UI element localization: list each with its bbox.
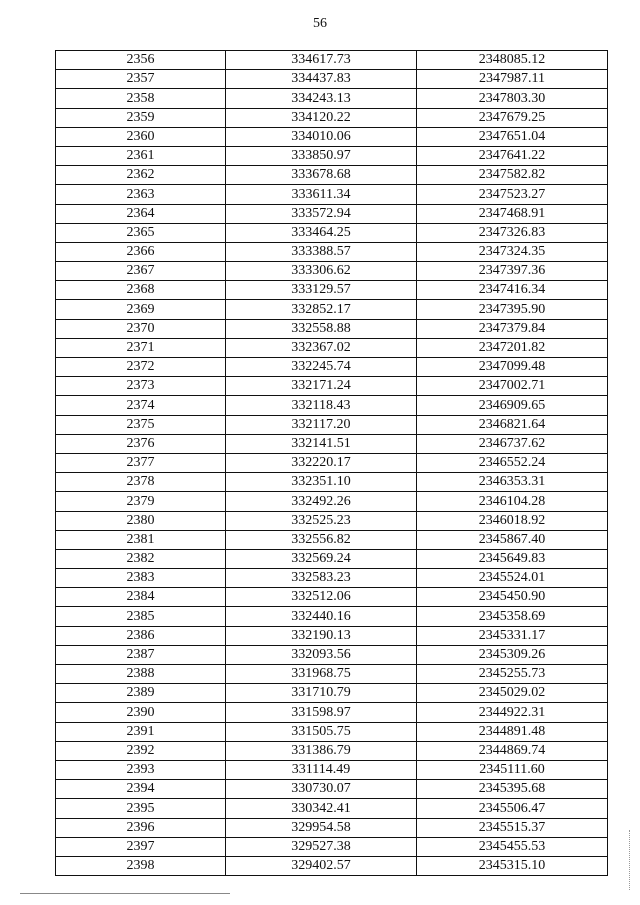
x-coordinate-cell: 334243.13 <box>226 89 417 108</box>
y-coordinate-cell: 2347651.04 <box>417 127 608 146</box>
point-number-cell: 2391 <box>56 722 226 741</box>
y-coordinate-cell: 2347379.84 <box>417 319 608 338</box>
point-number-cell: 2387 <box>56 645 226 664</box>
y-coordinate-cell: 2344869.74 <box>417 741 608 760</box>
y-coordinate-cell: 2347324.35 <box>417 242 608 261</box>
x-coordinate-cell: 332220.17 <box>226 453 417 472</box>
point-number-cell: 2359 <box>56 108 226 127</box>
x-coordinate-cell: 331505.75 <box>226 722 417 741</box>
point-number-cell: 2377 <box>56 453 226 472</box>
point-number-cell: 2367 <box>56 262 226 281</box>
table-row <box>56 242 608 261</box>
point-number-cell: 2378 <box>56 473 226 492</box>
y-coordinate-cell: 2345315.10 <box>417 856 608 875</box>
table-row <box>56 89 608 108</box>
coordinates-table-body <box>56 51 608 876</box>
table-row <box>56 204 608 223</box>
x-coordinate-cell: 332556.82 <box>226 530 417 549</box>
y-coordinate-cell: 2345455.53 <box>417 837 608 856</box>
y-coordinate-cell: 2345395.68 <box>417 780 608 799</box>
y-coordinate-cell: 2347987.11 <box>417 70 608 89</box>
x-coordinate-cell: 332351.10 <box>226 473 417 492</box>
x-coordinate-cell: 334437.83 <box>226 70 417 89</box>
table-row <box>56 703 608 722</box>
point-number-cell: 2370 <box>56 319 226 338</box>
y-coordinate-cell: 2345649.83 <box>417 549 608 568</box>
x-coordinate-cell: 332569.24 <box>226 549 417 568</box>
x-coordinate-cell: 332093.56 <box>226 645 417 664</box>
y-coordinate-cell: 2345506.47 <box>417 799 608 818</box>
y-coordinate-cell: 2345358.69 <box>417 607 608 626</box>
x-coordinate-cell: 331968.75 <box>226 665 417 684</box>
y-coordinate-cell: 2347326.83 <box>417 223 608 242</box>
y-coordinate-cell: 2346821.64 <box>417 415 608 434</box>
point-number-cell: 2396 <box>56 818 226 837</box>
x-coordinate-cell: 333611.34 <box>226 185 417 204</box>
point-number-cell: 2374 <box>56 396 226 415</box>
x-coordinate-cell: 332141.51 <box>226 434 417 453</box>
point-number-cell: 2395 <box>56 799 226 818</box>
x-coordinate-cell: 332525.23 <box>226 511 417 530</box>
point-number-cell: 2393 <box>56 760 226 779</box>
y-coordinate-cell: 2347679.25 <box>417 108 608 127</box>
point-number-cell: 2373 <box>56 377 226 396</box>
table-row <box>56 127 608 146</box>
table-row <box>56 70 608 89</box>
x-coordinate-cell: 332190.13 <box>226 626 417 645</box>
point-number-cell: 2358 <box>56 89 226 108</box>
y-coordinate-cell: 2345867.40 <box>417 530 608 549</box>
x-coordinate-cell: 329402.57 <box>226 856 417 875</box>
y-coordinate-cell: 2345111.60 <box>417 760 608 779</box>
y-coordinate-cell: 2345309.26 <box>417 645 608 664</box>
table-row <box>56 511 608 530</box>
y-coordinate-cell: 2346737.62 <box>417 434 608 453</box>
table-row <box>56 473 608 492</box>
y-coordinate-cell: 2345331.17 <box>417 626 608 645</box>
x-coordinate-cell: 332117.20 <box>226 415 417 434</box>
y-coordinate-cell: 2347468.91 <box>417 204 608 223</box>
y-coordinate-cell: 2346552.24 <box>417 453 608 472</box>
table-row <box>56 185 608 204</box>
point-number-cell: 2388 <box>56 665 226 684</box>
page-number: 56 <box>313 16 327 31</box>
footer-rule <box>20 893 230 894</box>
x-coordinate-cell: 331710.79 <box>226 684 417 703</box>
x-coordinate-cell: 330730.07 <box>226 780 417 799</box>
y-coordinate-cell: 2344922.31 <box>417 703 608 722</box>
point-number-cell: 2379 <box>56 492 226 511</box>
table-row <box>56 530 608 549</box>
point-number-cell: 2383 <box>56 569 226 588</box>
point-number-cell: 2362 <box>56 166 226 185</box>
point-number-cell: 2389 <box>56 684 226 703</box>
point-number-cell: 2365 <box>56 223 226 242</box>
table-row <box>56 108 608 127</box>
y-coordinate-cell: 2346104.28 <box>417 492 608 511</box>
y-coordinate-cell: 2347523.27 <box>417 185 608 204</box>
table-row <box>56 760 608 779</box>
table-row <box>56 818 608 837</box>
table-row <box>56 549 608 568</box>
point-number-cell: 2361 <box>56 146 226 165</box>
table-row <box>56 837 608 856</box>
point-number-cell: 2392 <box>56 741 226 760</box>
table-row <box>56 223 608 242</box>
table-row <box>56 300 608 319</box>
y-coordinate-cell: 2347641.22 <box>417 146 608 165</box>
table-row <box>56 434 608 453</box>
table-row <box>56 665 608 684</box>
table-row <box>56 262 608 281</box>
table-row <box>56 741 608 760</box>
x-coordinate-cell: 331386.79 <box>226 741 417 760</box>
table-row <box>56 51 608 70</box>
point-number-cell: 2381 <box>56 530 226 549</box>
y-coordinate-cell: 2346018.92 <box>417 511 608 530</box>
y-coordinate-cell: 2344891.48 <box>417 722 608 741</box>
point-number-cell: 2363 <box>56 185 226 204</box>
table-row <box>56 358 608 377</box>
x-coordinate-cell: 332512.06 <box>226 588 417 607</box>
point-number-cell: 2384 <box>56 588 226 607</box>
x-coordinate-cell: 333306.62 <box>226 262 417 281</box>
x-coordinate-cell: 333850.97 <box>226 146 417 165</box>
table-row <box>56 377 608 396</box>
x-coordinate-cell: 334617.73 <box>226 51 417 70</box>
table-row <box>56 684 608 703</box>
point-number-cell: 2376 <box>56 434 226 453</box>
table-row <box>56 319 608 338</box>
table-row <box>56 569 608 588</box>
table-row <box>56 492 608 511</box>
point-number-cell: 2382 <box>56 549 226 568</box>
table-row <box>56 396 608 415</box>
y-coordinate-cell: 2345450.90 <box>417 588 608 607</box>
table-row <box>56 856 608 875</box>
coordinates-table <box>55 50 608 876</box>
point-number-cell: 2372 <box>56 358 226 377</box>
x-coordinate-cell: 332583.23 <box>226 569 417 588</box>
y-coordinate-cell: 2347803.30 <box>417 89 608 108</box>
point-number-cell: 2394 <box>56 780 226 799</box>
point-number-cell: 2360 <box>56 127 226 146</box>
point-number-cell: 2368 <box>56 281 226 300</box>
x-coordinate-cell: 332245.74 <box>226 358 417 377</box>
table-row <box>56 281 608 300</box>
point-number-cell: 2366 <box>56 242 226 261</box>
table-row <box>56 626 608 645</box>
table-row <box>56 338 608 357</box>
x-coordinate-cell: 333572.94 <box>226 204 417 223</box>
point-number-cell: 2371 <box>56 338 226 357</box>
point-number-cell: 2397 <box>56 837 226 856</box>
table-row <box>56 146 608 165</box>
table-row <box>56 780 608 799</box>
x-coordinate-cell: 332852.17 <box>226 300 417 319</box>
table-row <box>56 453 608 472</box>
x-coordinate-cell: 331598.97 <box>226 703 417 722</box>
x-coordinate-cell: 333678.68 <box>226 166 417 185</box>
point-number-cell: 2375 <box>56 415 226 434</box>
x-coordinate-cell: 332118.43 <box>226 396 417 415</box>
point-number-cell: 2398 <box>56 856 226 875</box>
x-coordinate-cell: 333464.25 <box>226 223 417 242</box>
y-coordinate-cell: 2347099.48 <box>417 358 608 377</box>
x-coordinate-cell: 332367.02 <box>226 338 417 357</box>
y-coordinate-cell: 2347395.90 <box>417 300 608 319</box>
y-coordinate-cell: 2346909.65 <box>417 396 608 415</box>
y-coordinate-cell: 2345029.02 <box>417 684 608 703</box>
x-coordinate-cell: 331114.49 <box>226 760 417 779</box>
table-row <box>56 722 608 741</box>
x-coordinate-cell: 332558.88 <box>226 319 417 338</box>
table-row <box>56 415 608 434</box>
y-coordinate-cell: 2345524.01 <box>417 569 608 588</box>
point-number-cell: 2357 <box>56 70 226 89</box>
x-coordinate-cell: 333129.57 <box>226 281 417 300</box>
y-coordinate-cell: 2348085.12 <box>417 51 608 70</box>
y-coordinate-cell: 2345515.37 <box>417 818 608 837</box>
y-coordinate-cell: 2347582.82 <box>417 166 608 185</box>
point-number-cell: 2356 <box>56 51 226 70</box>
x-coordinate-cell: 334120.22 <box>226 108 417 127</box>
scan-edge-mark <box>629 830 632 890</box>
table-row <box>56 799 608 818</box>
table-row <box>56 607 608 626</box>
x-coordinate-cell: 333388.57 <box>226 242 417 261</box>
y-coordinate-cell: 2346353.31 <box>417 473 608 492</box>
x-coordinate-cell: 334010.06 <box>226 127 417 146</box>
point-number-cell: 2390 <box>56 703 226 722</box>
x-coordinate-cell: 332440.16 <box>226 607 417 626</box>
table-row <box>56 166 608 185</box>
point-number-cell: 2380 <box>56 511 226 530</box>
point-number-cell: 2364 <box>56 204 226 223</box>
x-coordinate-cell: 329954.58 <box>226 818 417 837</box>
point-number-cell: 2386 <box>56 626 226 645</box>
table-row <box>56 588 608 607</box>
y-coordinate-cell: 2347397.36 <box>417 262 608 281</box>
x-coordinate-cell: 329527.38 <box>226 837 417 856</box>
y-coordinate-cell: 2345255.73 <box>417 665 608 684</box>
x-coordinate-cell: 332171.24 <box>226 377 417 396</box>
table-row <box>56 645 608 664</box>
x-coordinate-cell: 332492.26 <box>226 492 417 511</box>
y-coordinate-cell: 2347201.82 <box>417 338 608 357</box>
point-number-cell: 2369 <box>56 300 226 319</box>
y-coordinate-cell: 2347002.71 <box>417 377 608 396</box>
point-number-cell: 2385 <box>56 607 226 626</box>
x-coordinate-cell: 330342.41 <box>226 799 417 818</box>
y-coordinate-cell: 2347416.34 <box>417 281 608 300</box>
